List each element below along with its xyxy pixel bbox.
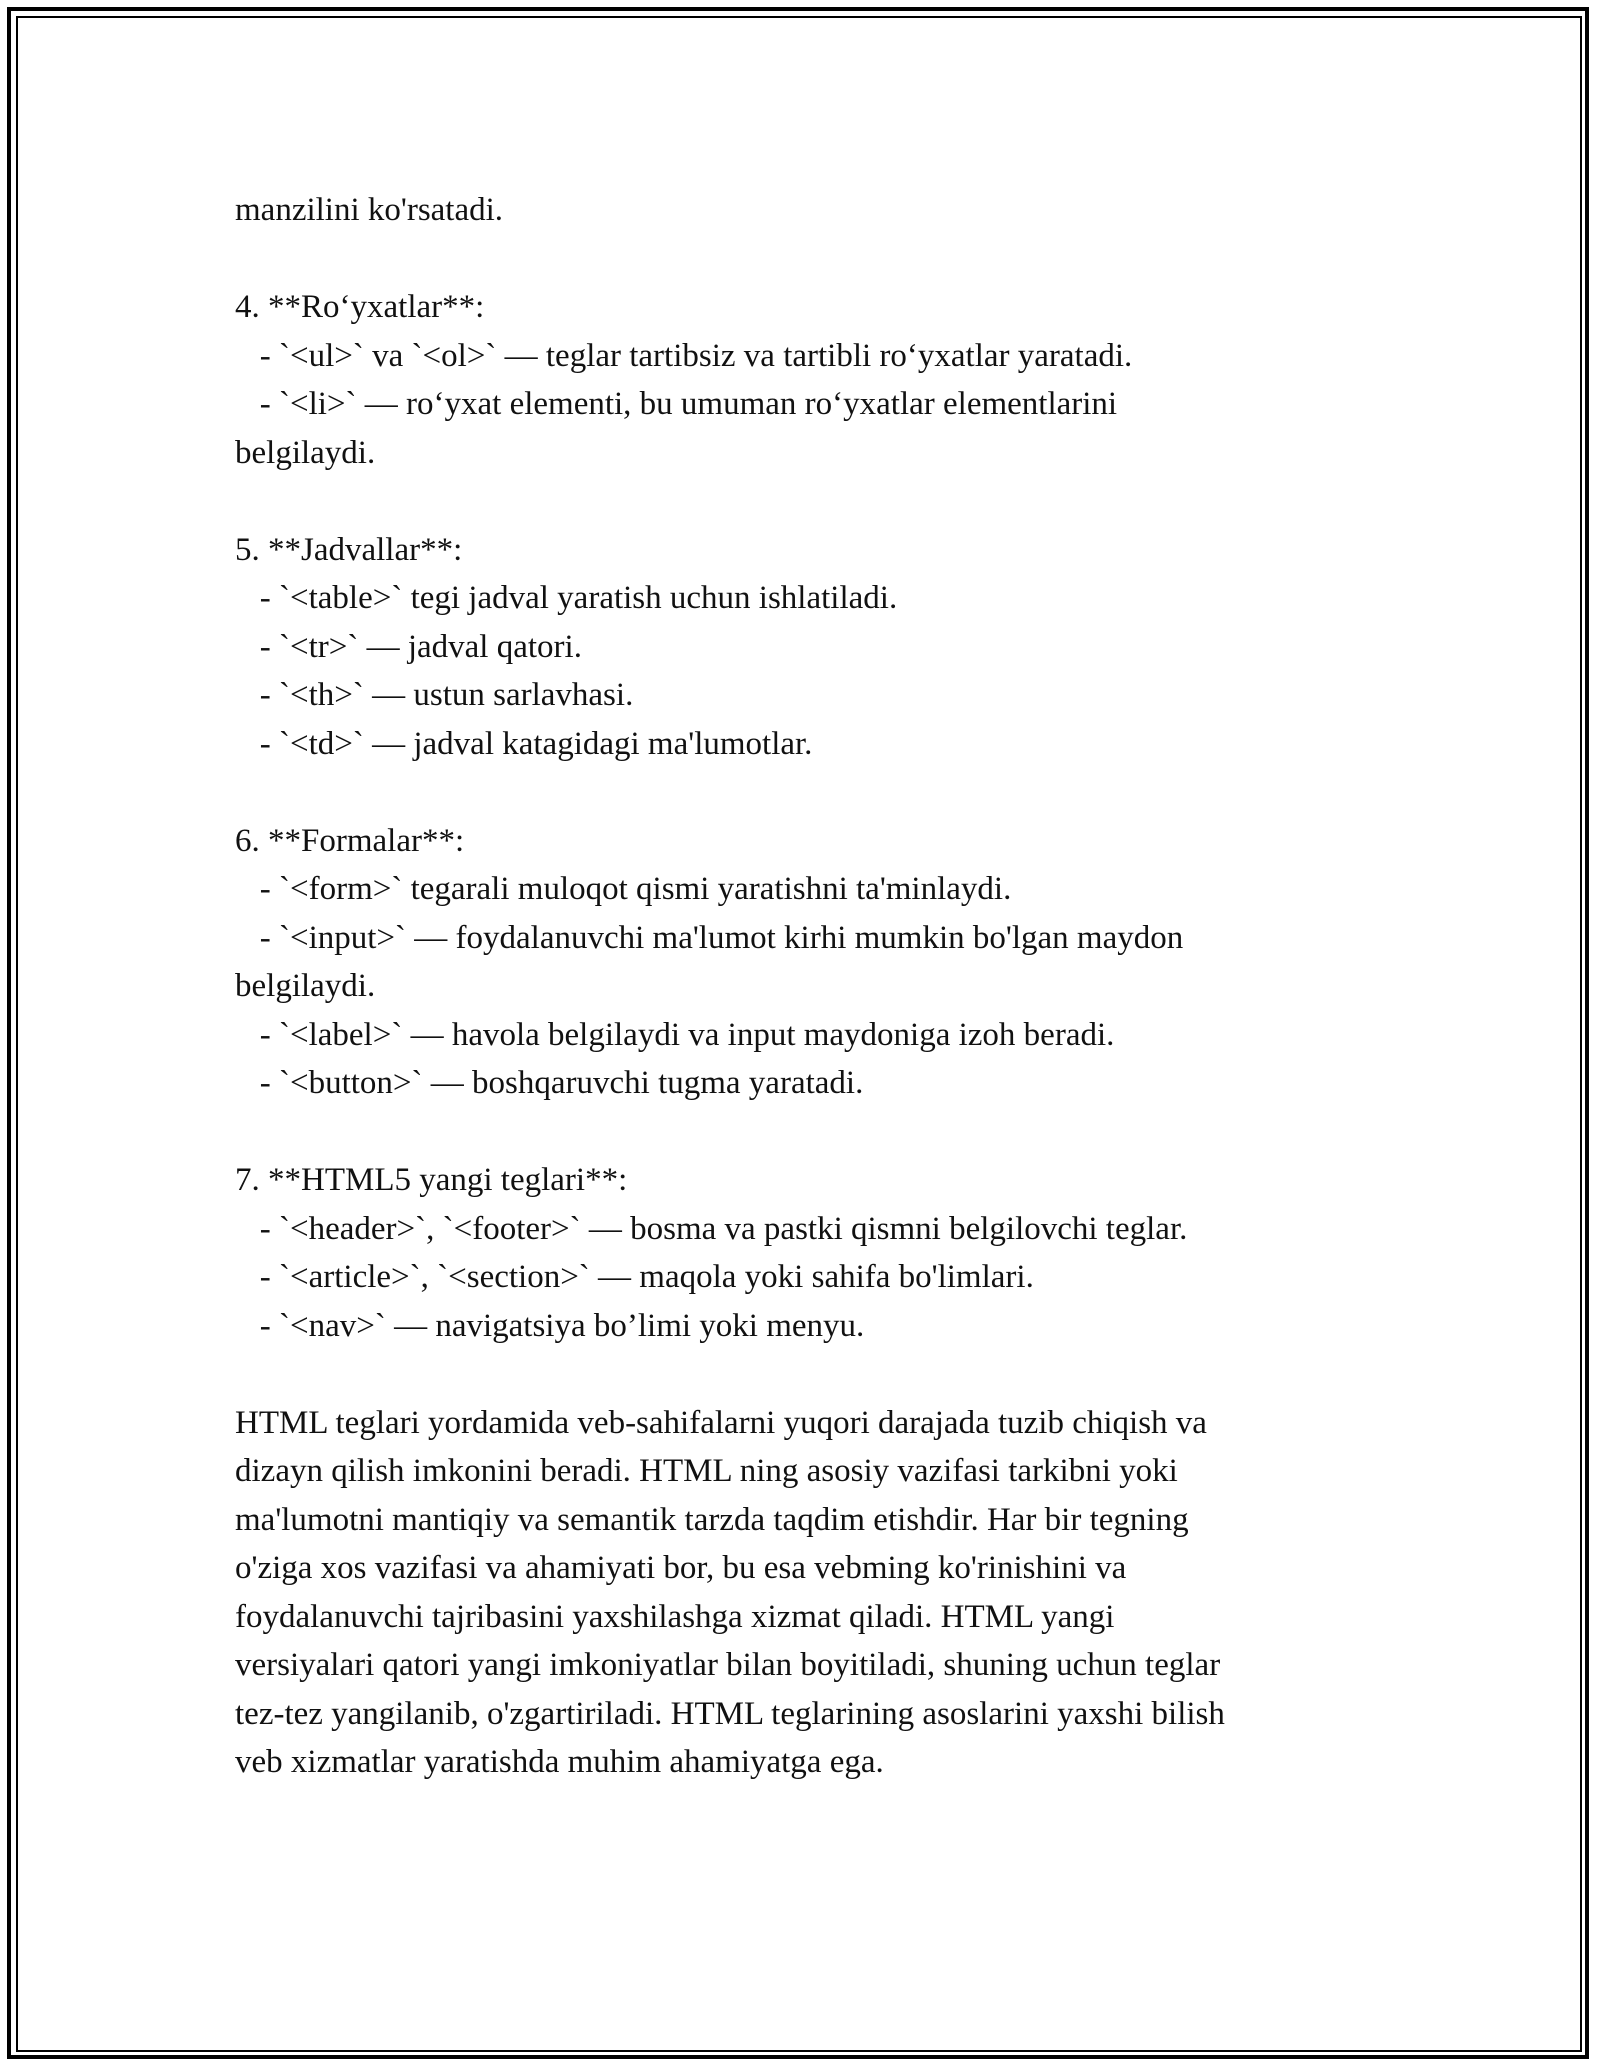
list-item: - `<label>` — havola belgilaydi va input maydoniga izoh beradi.: [235, 1016, 1115, 1053]
blank-line: [235, 1350, 1365, 1399]
list-item: - `<nav>` — navigatsiya bo’limi yoki menyu.: [235, 1307, 865, 1344]
list-item: - `<input>` — foydalanuvchi ma'lumot kirhi mumkin bo'lgan maydon: [235, 919, 1184, 956]
list-item: - `<article>`, `<section>` — maqola yoki sahifa bo'limlari.: [235, 1259, 1034, 1295]
list-item: - `<li>` — ro‘yxat elementi, bu umuman ro‘yxatlar elementlarini: [235, 386, 1118, 422]
list-item: - `<header>`, `<footer>` — bosma va pastki qismni belgilovchi teglar.: [235, 1210, 1188, 1247]
paragraph-line: veb xizmatlar yaratishda muhim ahamiyatga ega.: [235, 1744, 884, 1780]
section-heading: 5. **Jadvallar**:: [235, 531, 463, 568]
list-item: - `<form>` tegarali muloqot qismi yaratishni ta'minlaydi.: [235, 871, 1012, 907]
document-body: [235, 186, 1365, 1787]
list-item: - `<tr>` — jadval qatori.: [235, 628, 582, 665]
paragraph-line: tez-tez yangilanib, o'zgartiriladi. HTML teglarining asoslarini yaxshi bilish: [235, 1695, 1225, 1732]
paragraph-line: HTML teglari yordamida veb-sahifalarni yuqori darajada tuzib chiqish va: [235, 1404, 1207, 1441]
list-item: - `<ul>` va `<ol>` — teglar tartibsiz va tartibli ro‘yxatlar yaratadi.: [235, 337, 1133, 374]
blank-line: [235, 1108, 1365, 1157]
paragraph-line: versiyalari qatori yangi imkoniyatlar bilan boyitiladi, shuning uchun teglar: [235, 1647, 1221, 1683]
section-heading: 4. **Ro‘yxatlar**:: [235, 289, 485, 325]
text-line: manzilini ko'rsatadi.: [235, 192, 504, 228]
list-item: - `<table>` tegi jadval yaratish uchun ishlatiladi.: [235, 580, 898, 616]
text-line: belgilaydi.: [235, 434, 376, 471]
blank-line: [235, 235, 1365, 284]
paragraph-line: o'ziga xos vazifasi va ahamiyati bor, bu esa vebming ko'rinishini va: [235, 1550, 1127, 1586]
text-line: belgilaydi.: [235, 968, 376, 1004]
section-heading: 7. **HTML5 yangi teglari**:: [235, 1162, 628, 1198]
list-item: - `<td>` — jadval katagidagi ma'lumotlar.: [235, 725, 813, 762]
list-item: - `<button>` — boshqaruvchi tugma yaratadi.: [235, 1065, 864, 1101]
paragraph-line: ma'lumotni mantiqiy va semantik tarzda taqdim etishdir. Har bir tegning: [235, 1501, 1189, 1538]
section-heading: 6. **Formalar**:: [235, 822, 465, 859]
blank-line: [235, 477, 1365, 526]
blank-line: [235, 768, 1365, 817]
paragraph-line: dizayn qilish imkonini beradi. HTML ning asosiy vazifasi tarkibni yoki: [235, 1453, 1178, 1489]
list-item: - `<th>` — ustun sarlavhasi.: [235, 677, 634, 713]
paragraph-line: foydalanuvchi tajribasini yaxshilashga xizmat qiladi. HTML yangi: [235, 1598, 1115, 1635]
